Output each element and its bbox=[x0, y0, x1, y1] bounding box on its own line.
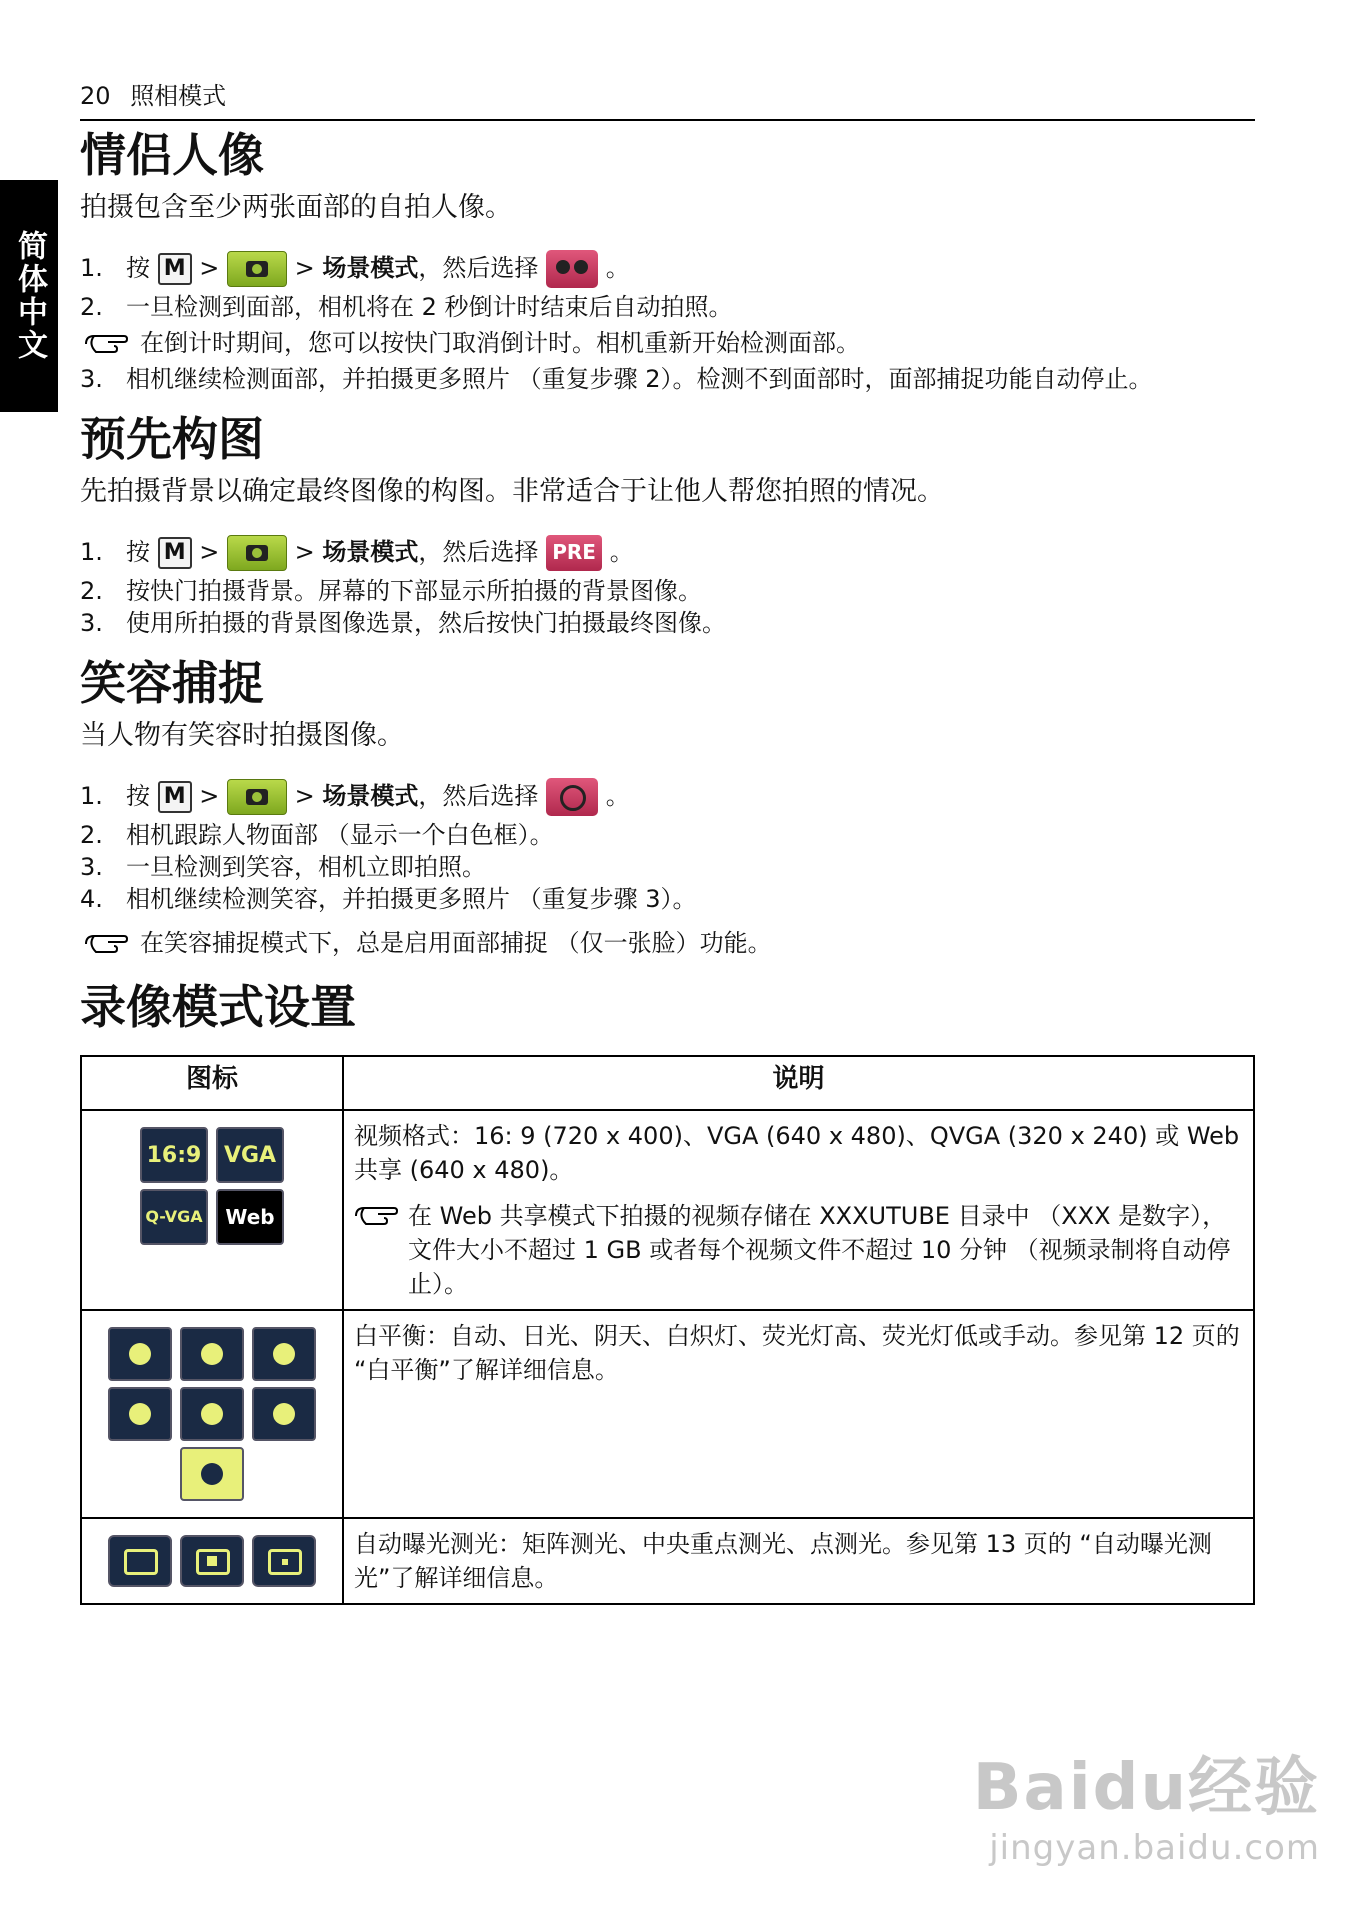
video-format-desc: 视频格式：16: 9 (720 x 400)、VGA (640 x 480)、QVGA (320 x 240) 或 Web 共享 (640 x 480)。 bbox=[354, 1122, 1240, 1184]
pointing-hand-icon bbox=[354, 1205, 398, 1227]
table-row bbox=[81, 1518, 1254, 1604]
pointing-hand-icon bbox=[84, 333, 128, 355]
pre-composition-icon: PRE bbox=[546, 535, 602, 571]
baidu-watermark bbox=[973, 1736, 1320, 1868]
icon-cell bbox=[81, 1110, 343, 1310]
step-separator: > bbox=[199, 538, 220, 566]
pointing-hand-icon bbox=[84, 933, 128, 955]
step-text: 按 bbox=[126, 254, 150, 282]
watermark-brand: Baidu经验 bbox=[972, 1751, 1320, 1825]
step-separator: > bbox=[294, 254, 315, 282]
step-item bbox=[80, 291, 1260, 323]
step-number: 1. bbox=[80, 782, 103, 810]
steps-smile bbox=[80, 773, 1260, 915]
step-text: 相机继续检测笑容，并拍摄更多照片 （重复步骤 3）。 bbox=[126, 885, 697, 913]
watermark-url: jingyan.baidu.com bbox=[989, 1828, 1320, 1868]
language-label: 简体中文 bbox=[12, 230, 47, 362]
table-row bbox=[81, 1310, 1254, 1518]
scene-mode-keyword: 场景模式 bbox=[322, 782, 419, 810]
step-text: 按 bbox=[126, 782, 150, 810]
metering-desc: 自动曝光测光：矩阵测光、中央重点测光、点测光。参见第 13 页的 “自动曝光测光”了解详细信息。 bbox=[354, 1530, 1212, 1592]
step-text: 相机继续检测面部，并拍摄更多照片 （重复步骤 2）。检测不到面部时，面部捕捉功能自动停止。 bbox=[126, 365, 1153, 393]
icon-cell bbox=[81, 1518, 343, 1604]
video-settings-table bbox=[80, 1055, 1255, 1605]
step-item bbox=[80, 575, 1260, 607]
step-number: 2. bbox=[80, 821, 103, 849]
step-text: ，然后选择 bbox=[418, 538, 539, 566]
step-item bbox=[80, 607, 1260, 639]
step-number: 4. bbox=[80, 885, 103, 913]
menu-key-icon: M bbox=[158, 537, 192, 569]
section-intro-smile: 当人物有笑容时拍摄图像。 bbox=[80, 720, 404, 751]
step-number: 2. bbox=[80, 577, 103, 605]
daylight-icon bbox=[180, 1327, 244, 1381]
step-item bbox=[80, 245, 1260, 291]
manual-wb-icon bbox=[180, 1447, 244, 1501]
desc-cell bbox=[343, 1310, 1254, 1518]
desc-cell bbox=[343, 1110, 1254, 1310]
step-end: 。 bbox=[609, 538, 634, 566]
step-text: 一旦检测到面部，相机将在 2 秒倒计时结束后自动拍照。 bbox=[126, 293, 733, 321]
section-title-smile: 笑容捕捉 bbox=[80, 656, 264, 710]
page-header bbox=[80, 76, 1255, 121]
step-number: 3. bbox=[80, 609, 103, 637]
icon-cell bbox=[81, 1310, 343, 1518]
spot-metering-icon bbox=[252, 1535, 316, 1587]
column-header-desc: 说明 bbox=[343, 1056, 1254, 1110]
web-share-note bbox=[354, 1199, 1243, 1301]
couple-portrait-icon bbox=[546, 250, 598, 288]
qvga-icon: Q-VGA bbox=[140, 1189, 208, 1245]
incandescent-icon bbox=[108, 1387, 172, 1441]
chapter-title: 照相模式 bbox=[130, 82, 227, 110]
note-couple bbox=[80, 325, 1260, 361]
white-balance-desc: 白平衡：自动、日光、阴天、白炽灯、荧光灯高、荧光灯低或手动。参见第 12 页的 “白平衡”了解详细信息。 bbox=[354, 1322, 1240, 1384]
camera-mode-icon bbox=[227, 779, 287, 815]
desc-cell bbox=[343, 1518, 1254, 1604]
aspect-16-9-icon: 16:9 bbox=[140, 1127, 208, 1183]
table-header-row bbox=[81, 1056, 1254, 1110]
matrix-metering-icon bbox=[108, 1535, 172, 1587]
section-title-couple: 情侣人像 bbox=[80, 128, 264, 182]
vga-icon: VGA bbox=[216, 1127, 284, 1183]
scene-mode-keyword: 场景模式 bbox=[322, 254, 419, 282]
step-text: 使用所拍摄的背景图像选景，然后按快门拍摄最终图像。 bbox=[126, 609, 726, 637]
section-title-video: 录像模式设置 bbox=[80, 980, 356, 1034]
step-number: 1. bbox=[80, 254, 103, 282]
cloudy-icon bbox=[252, 1327, 316, 1381]
step-text: ，然后选择 bbox=[418, 254, 539, 282]
page-content bbox=[80, 125, 1260, 1605]
step-separator: > bbox=[199, 254, 220, 282]
table-row bbox=[81, 1110, 1254, 1310]
camera-mode-icon bbox=[227, 251, 287, 287]
steps-couple-cont bbox=[80, 363, 1260, 395]
step-text: 相机跟踪人物面部 （显示一个白色框）。 bbox=[126, 821, 554, 849]
page-number: 20 bbox=[80, 82, 111, 110]
fluorescent-l-icon bbox=[252, 1387, 316, 1441]
step-text: 按快门拍摄背景。屏幕的下部显示所拍摄的背景图像。 bbox=[126, 577, 702, 605]
section-intro-couple: 拍摄包含至少两张面部的自拍人像。 bbox=[80, 192, 512, 223]
note-text: 在倒计时期间，您可以按快门取消倒计时。相机重新开始检测面部。 bbox=[140, 329, 860, 357]
note-text: 在 Web 共享模式下拍摄的视频存储在 XXXUTUBE 目录中 （XXX 是数字），文件大小不超过 1 GB 或者每个视频文件不超过 10 分钟 （视频录制将自动停止）。 bbox=[408, 1202, 1231, 1298]
fluorescent-h-icon bbox=[180, 1387, 244, 1441]
menu-key-icon: M bbox=[158, 253, 192, 285]
steps-couple bbox=[80, 245, 1260, 323]
step-item bbox=[80, 529, 1260, 575]
smile-capture-icon bbox=[546, 778, 598, 816]
step-separator: > bbox=[294, 782, 315, 810]
step-number: 3. bbox=[80, 365, 103, 393]
step-text: 一旦检测到笑容，相机立即拍照。 bbox=[126, 853, 486, 881]
section-intro-pre: 先拍摄背景以确定最终图像的构图。非常适合于让他人帮您拍照的情况。 bbox=[80, 476, 944, 507]
auto-wb-icon bbox=[108, 1327, 172, 1381]
step-separator: > bbox=[294, 538, 315, 566]
scene-mode-keyword: 场景模式 bbox=[322, 538, 419, 566]
center-weighted-icon bbox=[180, 1535, 244, 1587]
step-item bbox=[80, 819, 1260, 851]
step-number: 1. bbox=[80, 538, 103, 566]
note-text: 在笑容捕捉模式下，总是启用面部捕捉 （仅一张脸）功能。 bbox=[140, 929, 772, 957]
language-side-tab bbox=[0, 180, 58, 412]
step-text: ，然后选择 bbox=[418, 782, 539, 810]
step-item bbox=[80, 883, 1260, 915]
step-end: 。 bbox=[605, 254, 630, 282]
step-item bbox=[80, 773, 1260, 819]
steps-pre bbox=[80, 529, 1260, 639]
menu-key-icon: M bbox=[158, 781, 192, 813]
step-text: 按 bbox=[126, 538, 150, 566]
note-smile bbox=[80, 925, 1260, 961]
step-separator: > bbox=[199, 782, 220, 810]
step-item bbox=[80, 851, 1260, 883]
section-title-pre: 预先构图 bbox=[80, 412, 264, 466]
step-number: 3. bbox=[80, 853, 103, 881]
step-item bbox=[80, 363, 1260, 395]
column-header-icon: 图标 bbox=[81, 1056, 343, 1110]
step-number: 2. bbox=[80, 293, 103, 321]
web-icon: Web bbox=[216, 1189, 284, 1245]
step-end: 。 bbox=[605, 782, 630, 810]
camera-mode-icon bbox=[227, 535, 287, 571]
